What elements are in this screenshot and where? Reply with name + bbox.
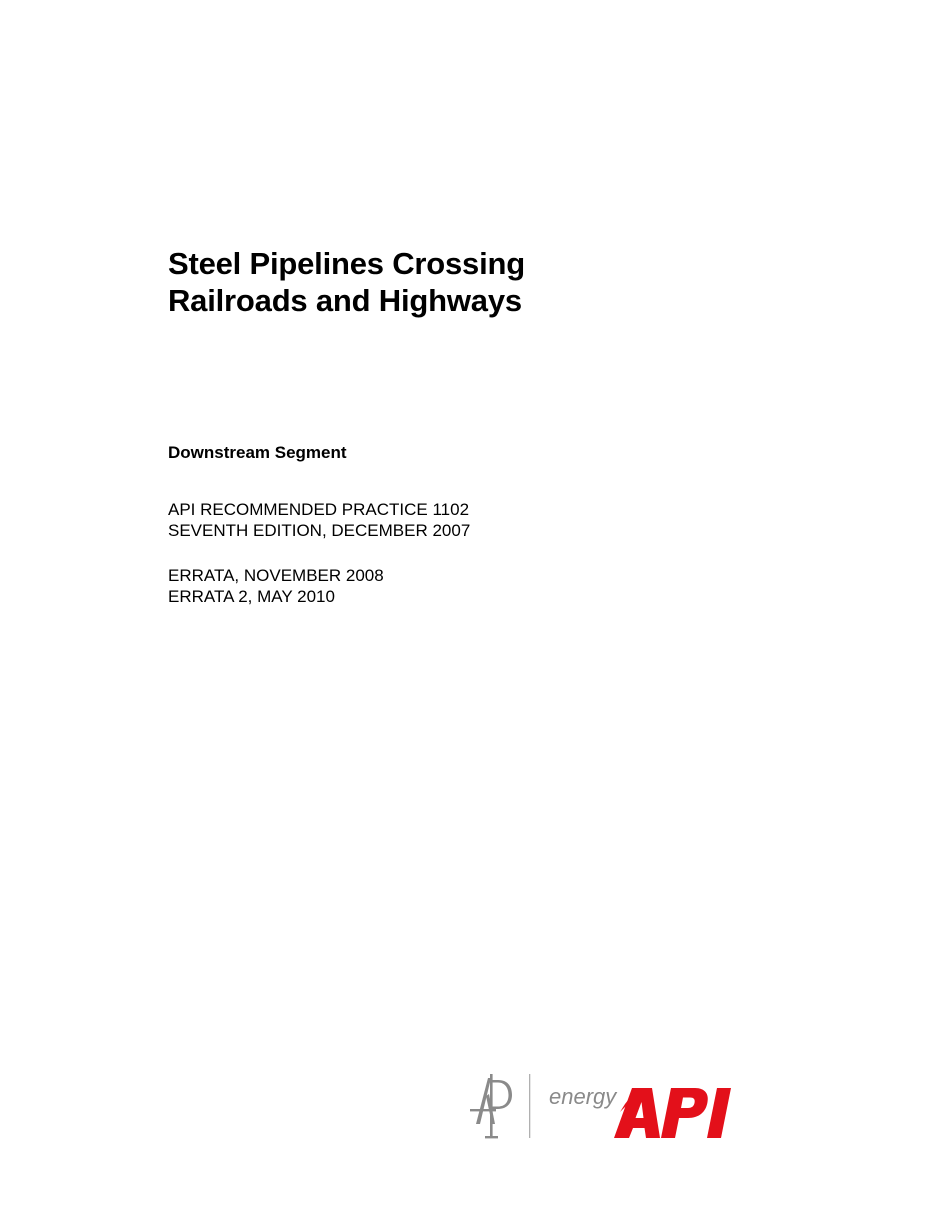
edition-block <box>168 499 470 541</box>
logo-divider <box>529 1074 530 1138</box>
edition-date: SEVENTH EDITION, DECEMBER 2007 <box>168 521 471 540</box>
errata-2: ERRATA 2, MAY 2010 <box>168 587 335 606</box>
practice-number: API RECOMMENDED PRACTICE 1102 <box>168 500 470 519</box>
errata-block <box>168 565 384 607</box>
logo-tagline: energy <box>549 1084 617 1109</box>
title-line-1: Steel Pipelines Crossing <box>168 246 525 281</box>
api-logo <box>462 1068 747 1144</box>
api-monogram-icon <box>470 1074 512 1138</box>
segment-label: Downstream Segment <box>168 443 347 462</box>
title-line-2: Railroads and Highways <box>168 283 522 318</box>
api-wordmark <box>614 1088 731 1138</box>
document-title <box>168 245 525 319</box>
errata-1: ERRATA, NOVEMBER 2008 <box>168 566 384 585</box>
